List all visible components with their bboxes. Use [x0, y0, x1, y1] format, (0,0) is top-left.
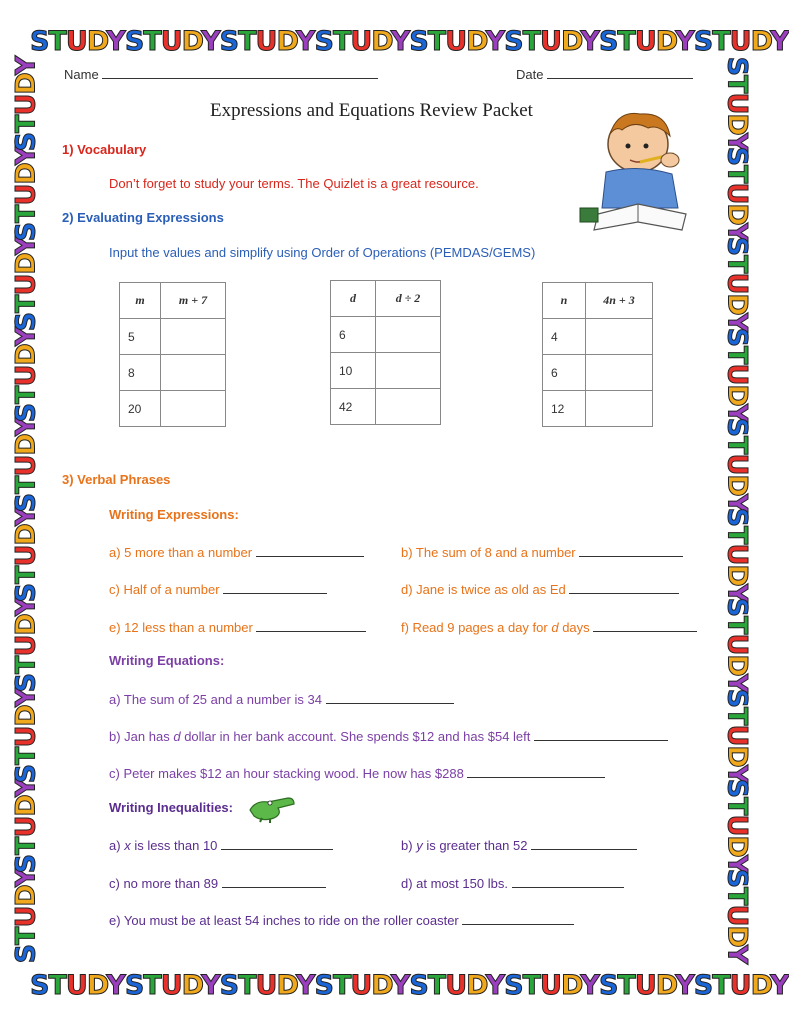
worksheet-content — [60, 60, 710, 960]
study-border-word: STUDY — [10, 597, 42, 693]
study-border-word: STUDY — [314, 26, 410, 57]
study-border-word: STUDY — [693, 970, 789, 1001]
expression-item-a[interactable] — [109, 544, 364, 560]
table-value: 4 — [543, 319, 586, 355]
name-label: Name — [64, 67, 99, 82]
study-border-word: STUDY — [10, 146, 42, 242]
study-border-word: STUDY — [598, 970, 694, 1001]
name-field[interactable] — [64, 66, 378, 82]
answer-cell[interactable] — [161, 391, 226, 427]
study-border-word: STUDY — [30, 970, 125, 1001]
boy-studying-illustration — [578, 104, 700, 240]
evaluating-instructions: Input the values and simplify using Order of Operations (PEMDAS/GEMS) — [109, 245, 536, 260]
table-value: 5 — [120, 319, 161, 355]
item-text: is less than 10 — [134, 838, 218, 853]
writing-equations-label: Writing Equations: — [109, 653, 225, 668]
table-expr-header: d ÷ 2 — [376, 281, 441, 317]
study-border-word: STUDY — [693, 26, 789, 57]
study-border-word: STUDY — [10, 417, 42, 513]
table-value: 20 — [120, 391, 161, 427]
study-border-word: STUDY — [10, 778, 42, 874]
answer-cell[interactable] — [586, 391, 653, 427]
table-value: 12 — [543, 391, 586, 427]
item-var: y — [416, 838, 423, 853]
study-border-word: STUDY — [219, 970, 315, 1001]
study-border-word: STUDY — [721, 146, 753, 242]
section-verbal-heading: 3) Verbal Phrases — [62, 472, 171, 487]
equation-item-a[interactable] — [109, 691, 454, 707]
study-border-word: STUDY — [721, 56, 753, 152]
study-border-word: STUDY — [10, 868, 42, 964]
inequality-item-b[interactable] — [401, 837, 637, 853]
study-border-word: STUDY — [10, 688, 42, 783]
answer-cell[interactable] — [161, 319, 226, 355]
study-border-word: STUDY — [124, 26, 220, 57]
item-text: a) — [109, 838, 121, 853]
inequality-item-d[interactable] — [401, 875, 624, 891]
study-border-word: STUDY — [10, 327, 42, 423]
study-border-word: STUDY — [721, 868, 753, 964]
date-field[interactable] — [516, 66, 693, 82]
study-border-word: STUDY — [219, 26, 315, 57]
table-n — [542, 282, 653, 427]
expression-item-e[interactable] — [109, 619, 366, 635]
study-border-word: STUDY — [409, 26, 505, 57]
item-text: e) You must be at least 54 inches to ride on the roller coaster — [109, 913, 459, 928]
item-text: d) Jane is twice as old as Ed — [401, 582, 566, 597]
item-text: dollar in her bank account. She spends $12 and has $54 left — [184, 729, 531, 744]
study-border-word: STUDY — [30, 26, 125, 57]
expression-item-c[interactable] — [109, 581, 327, 597]
study-border-word: STUDY — [124, 970, 220, 1001]
table-value: 8 — [120, 355, 161, 391]
item-text: c) Half of a number — [109, 582, 220, 597]
study-border-word: STUDY — [10, 507, 42, 603]
item-text: b) The sum of 8 and a number — [401, 545, 576, 560]
expression-item-f[interactable] — [401, 619, 697, 635]
table-var-header: m — [120, 283, 161, 319]
study-border-word: STUDY — [314, 970, 410, 1001]
study-border-word: STUDY — [721, 237, 753, 332]
item-text: b) — [401, 838, 413, 853]
writing-inequalities-label: Writing Inequalities: — [109, 800, 233, 815]
item-text: f) Read 9 pages a day for — [401, 620, 548, 635]
study-border-word: STUDY — [721, 688, 753, 783]
section-evaluating-heading: 2) Evaluating Expressions — [62, 210, 224, 225]
table-m — [119, 282, 226, 427]
answer-cell[interactable] — [376, 353, 441, 389]
equation-item-b[interactable] — [109, 728, 668, 744]
table-value: 6 — [331, 317, 376, 353]
study-border-word: STUDY — [721, 327, 753, 423]
study-border-word: STUDY — [721, 778, 753, 874]
border-right — [718, 56, 754, 964]
item-var: d — [551, 620, 559, 635]
answer-cell[interactable] — [586, 319, 653, 355]
expression-item-b[interactable] — [401, 544, 683, 560]
table-var-header: n — [543, 283, 586, 319]
study-border-word: STUDY — [721, 597, 753, 693]
equation-item-c[interactable] — [109, 765, 605, 781]
study-border-word: STUDY — [409, 970, 505, 1001]
section-vocabulary-heading: 1) Vocabulary — [62, 142, 147, 157]
item-text: a) The sum of 25 and a number is 34 — [109, 692, 322, 707]
study-border-word: STUDY — [721, 507, 753, 603]
border-top — [30, 24, 789, 60]
expression-item-d[interactable] — [401, 581, 679, 597]
study-border-word: STUDY — [721, 417, 753, 513]
inequality-item-e[interactable] — [109, 912, 574, 928]
inequality-item-c[interactable] — [109, 875, 326, 891]
writing-expressions-label: Writing Expressions: — [109, 507, 239, 522]
alligator-icon — [248, 792, 296, 824]
answer-cell[interactable] — [161, 355, 226, 391]
table-var-header: d — [331, 281, 376, 317]
table-expr-header: m + 7 — [161, 283, 226, 319]
table-expr-header: 4n + 3 — [586, 283, 653, 319]
item-text: c) no more than 89 — [109, 876, 219, 891]
answer-cell[interactable] — [586, 355, 653, 391]
inequality-item-a[interactable] — [109, 837, 333, 853]
item-text: a) 5 more than a number — [109, 545, 253, 560]
answer-cell[interactable] — [376, 389, 441, 425]
answer-cell[interactable] — [376, 317, 441, 353]
study-border-word: STUDY — [504, 26, 599, 57]
table-value: 10 — [331, 353, 376, 389]
item-text: e) 12 less than a number — [109, 620, 253, 635]
table-d — [330, 280, 441, 425]
table-value: 6 — [543, 355, 586, 391]
study-border-word: STUDY — [10, 237, 42, 332]
item-var: d — [173, 729, 181, 744]
border-bottom — [30, 968, 789, 1004]
date-label: Date — [516, 67, 544, 82]
item-text: c) Peter makes $12 an hour stacking wood. He now has $288 — [109, 766, 464, 781]
study-border-word: STUDY — [10, 56, 42, 152]
study-border-word: STUDY — [598, 26, 694, 57]
item-text: is greater than 52 — [426, 838, 528, 853]
item-text: days — [562, 620, 590, 635]
item-text: b) Jan has — [109, 729, 170, 744]
study-border-word: STUDY — [504, 970, 599, 1001]
page-title: Expressions and Equations Review Packet — [210, 100, 533, 121]
item-var: x — [124, 838, 131, 853]
table-value: 42 — [331, 389, 376, 425]
item-text: d) at most 150 lbs. — [401, 876, 508, 891]
vocabulary-text: Don’t forget to study your terms. The Quizlet is a great resource. — [109, 176, 479, 191]
border-left — [8, 56, 44, 964]
